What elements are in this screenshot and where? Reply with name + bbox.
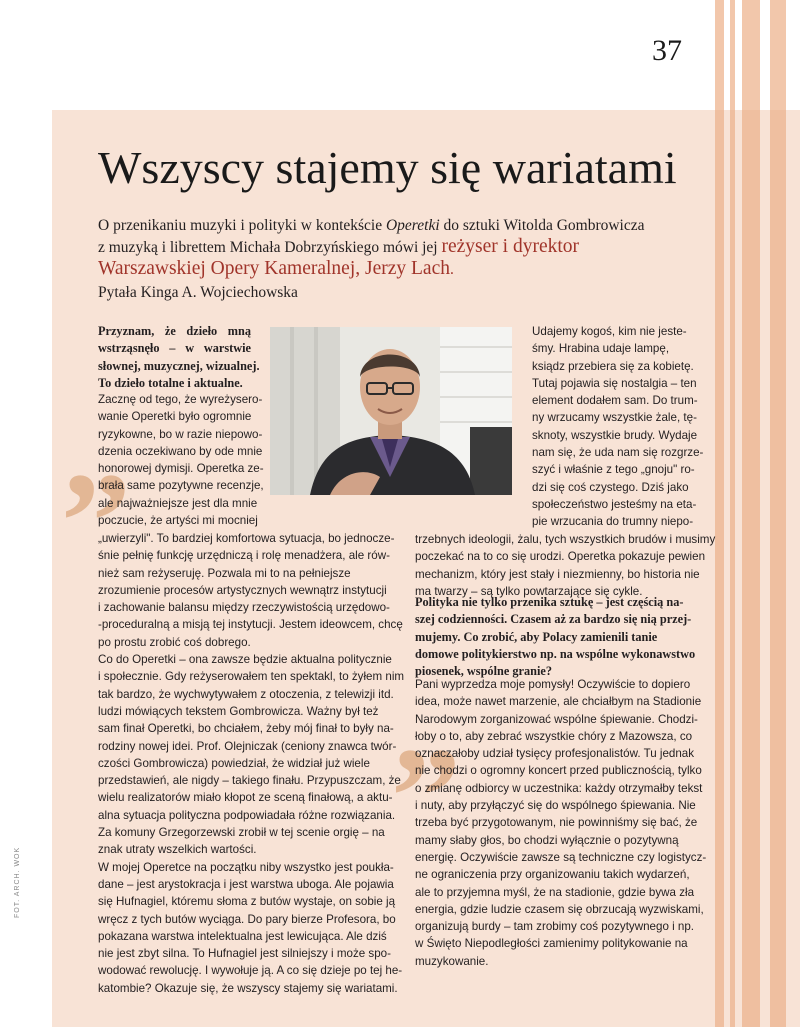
question-1 [98, 323, 260, 392]
text-line: nam się, że uda nam się rozgrze- [532, 446, 704, 460]
text-line: nie jest zbyt silna. To Hufnagiel jest silniejszy i może spo- [98, 947, 391, 961]
question-line: Przyznam, że dzieło mną [98, 324, 251, 338]
text-line: Udajemy kogoś, kim nie jeste- [532, 325, 687, 338]
lead-highlight: Warszawskiej Opery Kameralnej, Jerzy Lach [98, 258, 450, 279]
text-line: alna sytuacja polityczna podpowiadała różne rozwiązania. [98, 808, 396, 822]
question-line: wstrząsnęło – w warstwie [98, 341, 251, 356]
text-line: mechanizm, który jest stały i niezmienny, bo historia nie [415, 567, 700, 581]
portrait-illustration [270, 327, 512, 495]
text-line: Pani wyprzedza moje pomysły! Oczywiście to dopiero [415, 678, 691, 691]
text-line: wodować rewolucję. I wywołuje ją. A co się dzieje po tej he- [98, 964, 403, 978]
text-line: sknoty, wszystkie brudy. Wydaje [532, 428, 698, 442]
text-line: ma twarzy – są tylko powtarzające się cykle. [415, 584, 643, 598]
text-line: ny wrzucamy wszystkie żale, tę- [532, 411, 697, 425]
text-line: brała same pozytywne recenzje, [98, 479, 264, 493]
lead-text: O przenikaniu muzyki i polityki w kontekście [98, 217, 386, 234]
text-line: dane – jest arystokracja i jest warstwa uboga. Ale pojawia [98, 877, 394, 891]
text-line: oznaczałoby udział tysięcy profesjonalistów. Tu jednak [415, 747, 695, 761]
text-line: Zacznę od tego, że wyreżysero- [98, 393, 263, 406]
text-line: trzeba być przygotowanym, nie powinniśmy się bać, że [415, 816, 698, 830]
article-lead [98, 215, 698, 280]
text-line: ksiądz przebiera się za kobietę. [532, 359, 694, 373]
decor-stripe [770, 110, 786, 1027]
text-line: Za komuny Grzegorzewski zrobił w tej scenie orgię – na [98, 826, 385, 840]
text-line: dzenia oczekiwano by ode mnie [98, 444, 263, 458]
text-line: i nuty, aby przyłączyć się do wspólnego śpiewania. Nie [415, 799, 696, 813]
text-line: trzebnych ideologii, żalu, tych wszystkich brudów i musimy [415, 533, 716, 546]
article-title: Wszyscy stajemy się wariatami [98, 142, 677, 193]
text-line: Co do Operetki – ona zawsze będzie aktualna politycznie [98, 653, 392, 667]
question-line: szej codzienności. Czasem aż za bardzo się nią przej- [415, 612, 692, 627]
lead-highlight: reżyser i dyrektor [441, 236, 580, 257]
quote-mark-icon: „ [62, 372, 118, 527]
text-line: Tutaj pojawia się nostalgia – ten [532, 376, 697, 390]
text-line: i społecznie. Gdy reżyserowałem ten spektakl, to żyłem nim [98, 670, 405, 684]
question-line: domowe politykierstwo np. na wspólne wykonawstwo [415, 646, 696, 661]
text-line: łoby o to, aby zebrać wszystkie chóry z Mazowsza, co [415, 729, 693, 743]
text-line: pokazana warstwa intelektualna jest lewicująca. Ale dziś [98, 929, 387, 943]
column-2-narrow [532, 323, 704, 531]
text-line: idea, może nawet marzenie, ale chciałbym na Stadionie [415, 695, 702, 709]
page-number: 37 [652, 34, 682, 67]
text-line: o zmianę odbiorcy w uczestnika: każdy otrzymałby tekst [415, 781, 703, 795]
photo-credit: FOT. ARCH. WOK [14, 846, 21, 918]
text-line: przedstawień, ale nigdy – takiego finału. Przypuszczam, że [98, 774, 401, 788]
text-line: nież sam reżyseruję. Pozwala mi to na pełniejsze [98, 566, 351, 580]
portrait-photo [270, 327, 512, 495]
text-line: szyć i właśnie z tego „gnoju" ro- [532, 463, 695, 477]
question-line: słownej, muzycznej, wizualnej. [98, 358, 260, 373]
text-line: -proceduralną a misją tej instytucji. Jestem ideowcem, chcę [98, 618, 403, 632]
text-line: znak utraty wszelkich wartości. [98, 843, 257, 857]
text-line: Narodowym zorganizować wspólne śpiewanie. Chodzi- [415, 712, 698, 726]
text-line: poczucie, że artyści mi mocniej [98, 514, 258, 528]
text-line: pie wrzucania do trumny niepo- [532, 515, 694, 529]
text-line: nie chodzi o ogromny koncert przed publicznością, tylko [415, 764, 702, 778]
text-line: energia, gdzie ludzie czasem się obrzucają wyzwiskami, [415, 902, 704, 916]
column-1-wide [98, 530, 405, 997]
decor-stripe [715, 110, 724, 1027]
lead-dot: . [449, 261, 454, 278]
text-line: czości Gombrowicza) powiedział, że widział już wiele [98, 756, 370, 770]
question-line: Polityka nie tylko przenika sztukę – jest częścią na- [415, 595, 684, 609]
text-line: poczekać na to co się urodzi. Operetka pokazuje pewien [415, 550, 706, 564]
decor-stripe [742, 110, 760, 1027]
text-line: wielu realizatorów miało kłopot ze sceną finałową, a aktu- [98, 791, 393, 805]
text-line: mamy słaby głos, bo chodzi wyłącznie o pozytywną [415, 833, 679, 847]
text-line: organizują burdy – tam zrobimy coś pozytywnego i np. [415, 920, 695, 934]
quote-mark-icon: „ [392, 647, 448, 802]
text-line: energię. Oczywiście zawsze są techniczne czy logistycz- [415, 850, 707, 864]
text-line: wręcz z tych butów wyciąga. Do pary bierze Profesora, bo [98, 912, 396, 926]
column-2-answer [415, 676, 707, 970]
byline: Pytała Kinga A. Wojciechowska [98, 284, 298, 301]
text-line: zrozumienie procesów artystycznych wewnątrz instytucji [98, 583, 387, 597]
text-line: i zachowanie balansu między rzeczywistością urzędowo- [98, 601, 390, 615]
text-line: sam finał Operetki, bo chciałem, żeby mój finał to były na- [98, 722, 394, 736]
text-line: ne ograniczenia przy organizowaniu takich wydarzeń, [415, 868, 690, 882]
question-line: To dzieło totalne i aktualne. [98, 375, 243, 390]
text-line: dzi się coś czystego. Dziś jako [532, 480, 689, 494]
text-line: katombie? Okazuje się, że wszyscy stajemy się wariatami. [98, 981, 398, 995]
text-line: społeczeństwo jesteśmy na eta- [532, 497, 697, 511]
text-line: ryzykowne, bo w razie niepowo- [98, 427, 263, 441]
text-line: ale najważniejsze jest dla mnie [98, 496, 258, 510]
question-line: piosenek, wspólne granie? [415, 664, 552, 679]
text-line: śnie pełnię funkcję urzędniczą i rolę menadżera, ale rów- [98, 549, 390, 563]
text-line: w Święto Niepodległości zamienimy politykowanie na [415, 937, 688, 951]
column-2-wide [415, 531, 716, 600]
question-line: mujemy. Co zrobić, aby Polacy zamienili tanie [415, 629, 658, 644]
lead-text: z muzyką i librettem Michała Dobrzyńskiego mówi jej [98, 239, 442, 256]
question-2 [415, 594, 696, 680]
text-line: tak bardzo, że wychwytywałem z otoczenia, z telewizji itd. [98, 687, 394, 701]
text-line: wanie Operetki było ogromnie [98, 410, 252, 424]
text-line: honorowej dymisji. Operetka ze- [98, 462, 264, 476]
text-line: ludzi mówiących tekstem Gombrowicza. Ważny był też [98, 704, 379, 718]
text-line: element dodałem sam. Do trum- [532, 394, 698, 408]
text-line: muzykowanie. [415, 954, 489, 968]
lead-italic: Operetki [385, 217, 440, 234]
text-line: po prostu zrobić coś dobrego. [98, 635, 251, 649]
decor-stripe [730, 110, 735, 1027]
lead-text: do sztuki Witolda Gombrowicza [439, 217, 645, 234]
text-line: śmy. Hrabina udaje lampę, [532, 342, 670, 356]
text-line: W mojej Operetce na początku niby wszystko jest poukła- [98, 860, 394, 874]
text-line: ale to przyjemna myśl, że na stadionie, gdzie bywa zła [415, 885, 695, 899]
text-line: rodziny nowej idei. Prof. Olejniczak (ceniony znawca twór- [98, 739, 397, 753]
text-line: się Hufnagiel, któremu słoma z butów wystaje, on sobie ją [98, 895, 396, 909]
column-1-narrow [98, 391, 264, 529]
text-line: „uwierzyli". To bardziej komfortowa sytuacja, bo jednocze- [98, 532, 395, 545]
